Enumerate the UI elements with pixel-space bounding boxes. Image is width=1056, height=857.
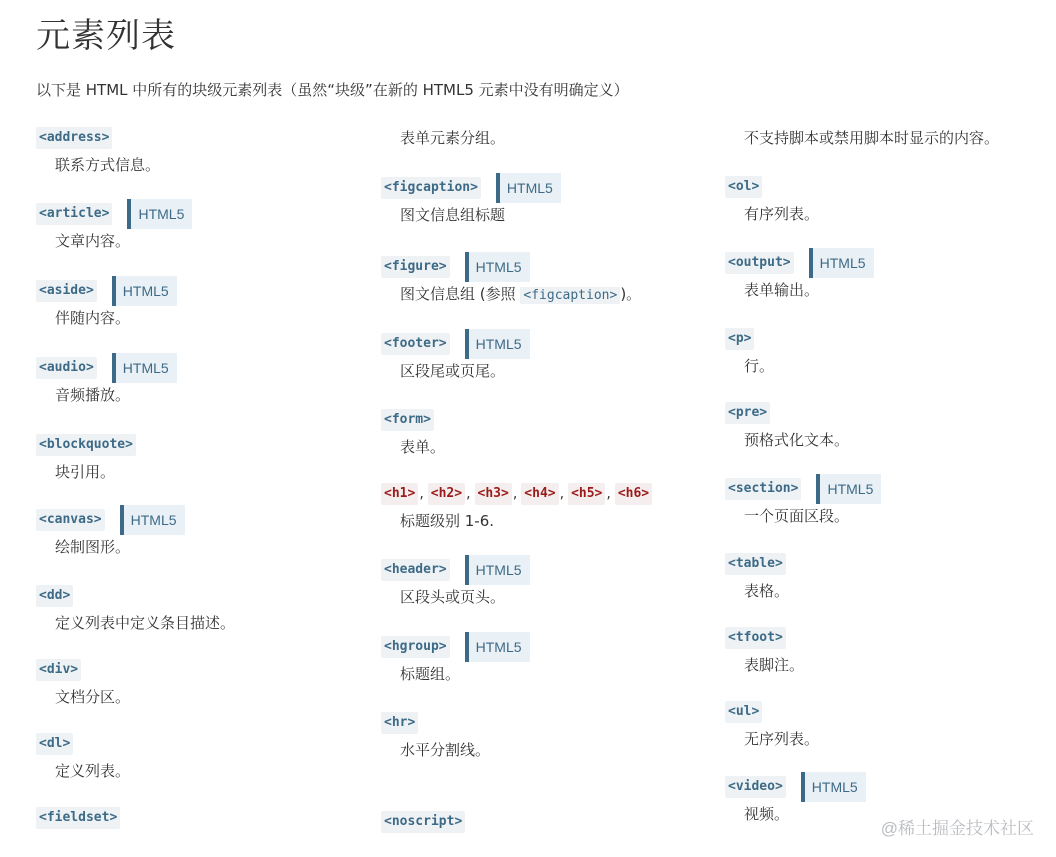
- element-entry-noscript: [381, 807, 711, 837]
- element-description: 文章内容。: [55, 232, 131, 250]
- element-tag-h1: <h1>: [381, 483, 418, 505]
- element-description: 视频。: [744, 805, 790, 823]
- element-tag-header: <header>: [381, 559, 450, 581]
- element-tag-noscript: <noscript>: [381, 811, 465, 833]
- element-tag-h4: <h4>: [521, 483, 558, 505]
- comma-separator: ,: [466, 486, 471, 502]
- element-entry-table: [725, 549, 1055, 601]
- element-description: 表单输出。: [744, 281, 820, 299]
- element-description: 无序列表。: [744, 730, 820, 748]
- element-entry-pre: [725, 398, 1055, 450]
- element-tag-form: <form>: [381, 409, 434, 431]
- element-tag-hr: <hr>: [381, 712, 418, 734]
- element-entry-form: [381, 405, 711, 457]
- element-entry-address: [36, 123, 366, 175]
- watermark: @稀土掘金技术社区: [880, 819, 1034, 838]
- term-row: [381, 329, 711, 359]
- element-description: 绘制图形。: [55, 538, 131, 556]
- term-row: [381, 479, 711, 509]
- comma-separator: ,: [559, 486, 565, 502]
- term-row: [36, 353, 366, 383]
- term-row: [381, 555, 711, 585]
- element-description: 表单。: [400, 438, 446, 456]
- element-description: 区段头或页头。: [400, 588, 506, 606]
- element-entry-headings: [381, 479, 711, 531]
- description-text-end: )。: [620, 285, 642, 303]
- element-description: 表脚注。: [744, 656, 805, 674]
- element-tag-aside: <aside>: [36, 280, 97, 302]
- html5-badge: HTML5: [809, 248, 874, 278]
- html5-badge: HTML5: [816, 474, 881, 504]
- element-description: 有序列表。: [744, 205, 820, 223]
- element-description: 伴随内容。: [55, 309, 131, 327]
- term-row: [36, 655, 366, 685]
- term-row: [725, 474, 1055, 504]
- element-description: 行。: [744, 357, 775, 375]
- term-row: [36, 729, 366, 759]
- element-description: [400, 284, 711, 306]
- term-row: [36, 430, 366, 460]
- element-description: 定义列表。: [55, 762, 131, 780]
- element-tag-dl: <dl>: [36, 733, 73, 755]
- element-tag-h6: <h6>: [615, 483, 652, 505]
- element-description: 定义列表中定义条目描述。: [55, 614, 236, 632]
- element-tag-div: <div>: [36, 659, 81, 681]
- element-tag-hgroup: <hgroup>: [381, 636, 450, 658]
- element-tag-table: <table>: [725, 553, 786, 575]
- term-row: [36, 123, 366, 153]
- element-description: 不支持脚本或禁用脚本时显示的内容。: [744, 129, 1000, 147]
- element-entry-blockquote: [36, 430, 366, 482]
- element-description: 音频播放。: [55, 386, 131, 404]
- html5-badge: HTML5: [465, 555, 530, 585]
- element-tag-audio: <audio>: [36, 357, 97, 379]
- element-entry-header: [381, 555, 711, 607]
- comma-separator: ,: [512, 486, 518, 502]
- element-entry-dl: [36, 729, 366, 781]
- element-entry-figcaption: [381, 173, 711, 225]
- term-row: [36, 803, 366, 833]
- term-row: [36, 199, 366, 229]
- html5-badge: HTML5: [496, 173, 561, 203]
- term-row: [381, 807, 711, 837]
- element-tag-pre: <pre>: [725, 402, 770, 424]
- html5-badge: HTML5: [112, 276, 177, 306]
- element-tag-figcaption: <figcaption>: [381, 177, 481, 199]
- element-tag-address: <address>: [36, 127, 112, 149]
- term-row: [381, 708, 711, 738]
- element-entry-ul: [725, 697, 1055, 749]
- element-entry-div: [36, 655, 366, 707]
- element-entry-hgroup: [381, 632, 711, 684]
- term-row: [381, 632, 711, 662]
- element-tag-output: <output>: [725, 252, 794, 274]
- term-row: [725, 398, 1055, 428]
- element-description: 表单元素分组。: [400, 129, 506, 147]
- html5-badge: HTML5: [465, 632, 530, 662]
- element-description: 图文信息组标题: [400, 206, 506, 224]
- element-description: 联系方式信息。: [55, 156, 161, 174]
- element-entry-dd: [36, 581, 366, 633]
- element-entry-continuation: [725, 123, 1055, 148]
- element-description: 预格式化文本。: [744, 431, 850, 449]
- element-entry-aside: [36, 276, 366, 328]
- element-description: 表格。: [744, 582, 790, 600]
- term-row: [381, 405, 711, 435]
- element-entry-fieldset: [36, 803, 366, 833]
- term-row: [725, 248, 1055, 278]
- term-row: [36, 276, 366, 306]
- element-tag-h5: <h5>: [568, 483, 605, 505]
- element-tag-ol: <ol>: [725, 176, 762, 198]
- html5-badge: HTML5: [120, 505, 185, 535]
- element-tag-fieldset: <fieldset>: [36, 807, 120, 829]
- inline-code-figcaption: <figcaption>: [520, 287, 620, 304]
- element-entry-hr: [381, 708, 711, 760]
- element-description: 标题组。: [400, 665, 461, 683]
- element-tag-h3: <h3>: [475, 483, 512, 505]
- element-entry-output: [725, 248, 1055, 300]
- element-tag-blockquote: <blockquote>: [36, 434, 136, 456]
- element-tag-section: <section>: [725, 478, 801, 500]
- intro-text: 以下是 HTML 中所有的块级元素列表（虽然“块级”在新的 HTML5 元素中没有明确定义）: [36, 81, 629, 99]
- element-description: 文档分区。: [55, 688, 131, 706]
- element-entry-article: [36, 199, 366, 251]
- term-row: [725, 549, 1055, 579]
- element-entry-ol: [725, 172, 1055, 224]
- element-description: 块引用。: [55, 463, 116, 481]
- term-row: [36, 581, 366, 611]
- element-description: 水平分割线。: [400, 741, 491, 759]
- term-row: [36, 505, 366, 535]
- element-tag-p: <p>: [725, 328, 754, 350]
- term-row: [725, 623, 1055, 653]
- element-tag-article: <article>: [36, 203, 112, 225]
- page-title: 元素列表: [36, 16, 176, 56]
- element-tag-tfoot: <tfoot>: [725, 627, 786, 649]
- element-entry-figure: [381, 252, 711, 306]
- element-entry-section: [725, 474, 1055, 526]
- element-tag-h2: <h2>: [428, 483, 465, 505]
- html5-badge: HTML5: [465, 252, 530, 282]
- element-description: 标题级别 1-6.: [400, 512, 495, 530]
- description-text: 图文信息组 (参照: [400, 285, 521, 303]
- html5-badge: HTML5: [801, 772, 866, 802]
- term-row: [381, 173, 711, 203]
- element-entry-continuation: [381, 123, 711, 148]
- term-row: [725, 324, 1055, 354]
- element-description: 一个页面区段。: [744, 507, 850, 525]
- html5-badge: HTML5: [465, 329, 530, 359]
- element-tag-footer: <footer>: [381, 333, 450, 355]
- element-entry-audio: [36, 353, 366, 405]
- comma-separator: ,: [606, 486, 611, 502]
- element-entry-tfoot: [725, 623, 1055, 675]
- html5-badge: HTML5: [112, 353, 177, 383]
- element-entry-canvas: [36, 505, 366, 557]
- element-entry-footer: [381, 329, 711, 381]
- element-tag-video: <video>: [725, 776, 786, 798]
- element-tag-dd: <dd>: [36, 585, 73, 607]
- element-tag-canvas: <canvas>: [36, 509, 105, 531]
- element-tag-ul: <ul>: [725, 701, 762, 723]
- term-row: [725, 172, 1055, 202]
- html5-badge: HTML5: [127, 199, 192, 229]
- term-row: [725, 772, 1055, 802]
- element-description: 区段尾或页尾。: [400, 362, 506, 380]
- comma-separator: ,: [419, 486, 424, 502]
- element-entry-p: [725, 324, 1055, 376]
- term-row: [725, 697, 1055, 727]
- element-tag-figure: <figure>: [381, 256, 450, 278]
- term-row: [381, 252, 711, 282]
